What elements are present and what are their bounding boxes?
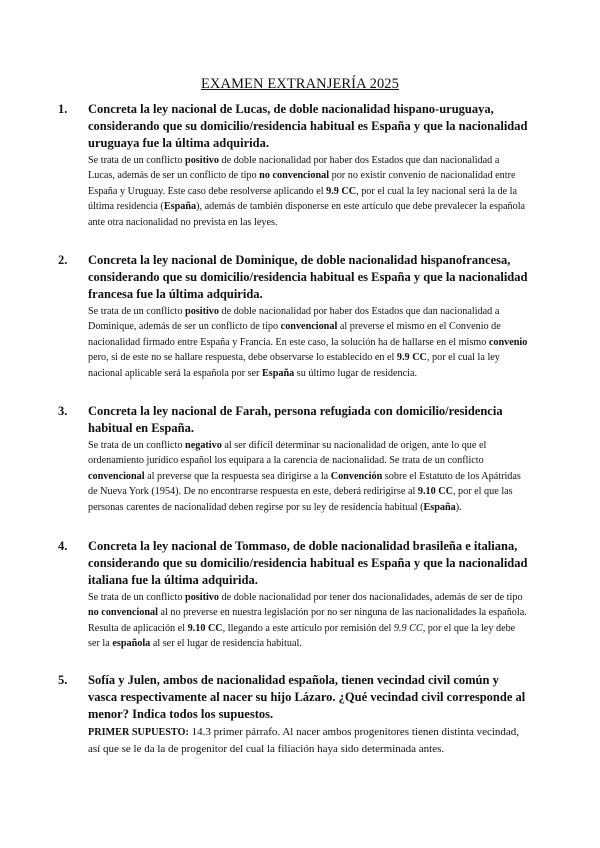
question-number: 1. bbox=[58, 102, 68, 116]
question-3 bbox=[58, 403, 528, 515]
question-title: Concreta la ley nacional de Lucas, de doble nacionalidad hispano-uruguaya, considerando que su domicilio/residencia habitual es España y que la nacionalidad uruguaya fue la última adquirida. bbox=[88, 102, 528, 150]
question-number: 2. bbox=[58, 253, 68, 267]
question-title: Concreta la ley nacional de Tommaso, de doble nacionalidad brasileña e italiana, considerando que su domicilio/residencia habitual es España y que la nacionalidad italiana fue la última adquirida. bbox=[88, 539, 528, 587]
question-4 bbox=[58, 538, 528, 652]
question-answer: Se trata de un conflicto positivo de doble nacionalidad por haber dos Estados que dan nacionalidad a Lucas, además de ser un conflicto de tipo no convencional por no existir convenio de nacionalidad entre España y Uruguay. Este caso debe resolverse aplicando el 9.9 CC, por el cual la ley nacional será la de la última residencia (España), además de también disponerse en este artículo que debe prevalecer la española ante otra nacionalidad no prevista en las leyes. bbox=[88, 155, 526, 228]
question-5 bbox=[58, 672, 528, 757]
question-number: 4. bbox=[58, 539, 68, 553]
question-answer: PRIMER SUPUESTO: 14.3 primer párrafo. Al nacer ambos progenitores tienen distinta vecindad, así que se le da la de progenitor del cual la filiación haya sido determinada antes. bbox=[88, 726, 520, 755]
question-title: Sofía y Julen, ambos de nacionalidad española, tienen vecindad civil común y vasca respectivamente al nacer su hijo Lázaro. ¿Qué vecindad civil corresponde al menor? Indica todos los supuestos. bbox=[88, 673, 526, 721]
question-title: Concreta la ley nacional de Farah, persona refugiada con domicilio/residencia habitual en España. bbox=[88, 404, 503, 435]
question-number: 3. bbox=[58, 404, 68, 418]
question-number: 5. bbox=[58, 673, 68, 687]
page-title: EXAMEN EXTRANJERÍA 2025 bbox=[200, 76, 400, 92]
question-answer: Se trata de un conflicto positivo de doble nacionalidad por haber dos Estados que dan nacionalidad a Dominique, además de ser un conflicto de tipo convencional al preverse el mismo en el Convenio de nacionalidad firmado entre España y Francia. En este caso, la solución ha de hallarse en el mismo convenio pero, si de este no se hallare respuesta, debe observarse lo establecido en el 9.9 CC, por el cual la ley nacional aplicable será la española por ser España su último lugar de residencia. bbox=[88, 306, 528, 379]
question-title: Concreta la ley nacional de Dominique, de doble nacionalidad hispanofrancesa, considerando que su domicilio/residencia habitual es España y que la nacionalidad francesa fue la última adquirida. bbox=[88, 253, 528, 301]
question-1 bbox=[58, 101, 528, 230]
question-answer: Se trata de un conflicto negativo al ser difícil determinar su nacionalidad de origen, ante lo que el ordenamiento jurídico español los equipara a la carencia de nacionalidad. Se trata de un conflicto convencional al preverse que la respuesta sea dirigirse a la Convención sobre el Estatuto de los Apátridas de Nueva York (1954). De no encontrarse respuesta en este, deberá redirigirse al 9.10 CC, por el que las personas carentes de nacionalidad deben regirse por su ley de residencia habitual (España). bbox=[88, 440, 521, 513]
question-2 bbox=[58, 252, 528, 381]
question-answer: Se trata de un conflicto positivo de doble nacionalidad por tener dos nacionalidades, además de ser de tipo no convencional al no preverse en nuestra legislación por no ser ninguna de las nacionalidades la española. Resulta de aplicación el 9.10 CC, llegando a este artículo por remisión del 9.9 CC, por el que la ley debe ser la española al ser el lugar de residencia habitual. bbox=[88, 592, 527, 650]
